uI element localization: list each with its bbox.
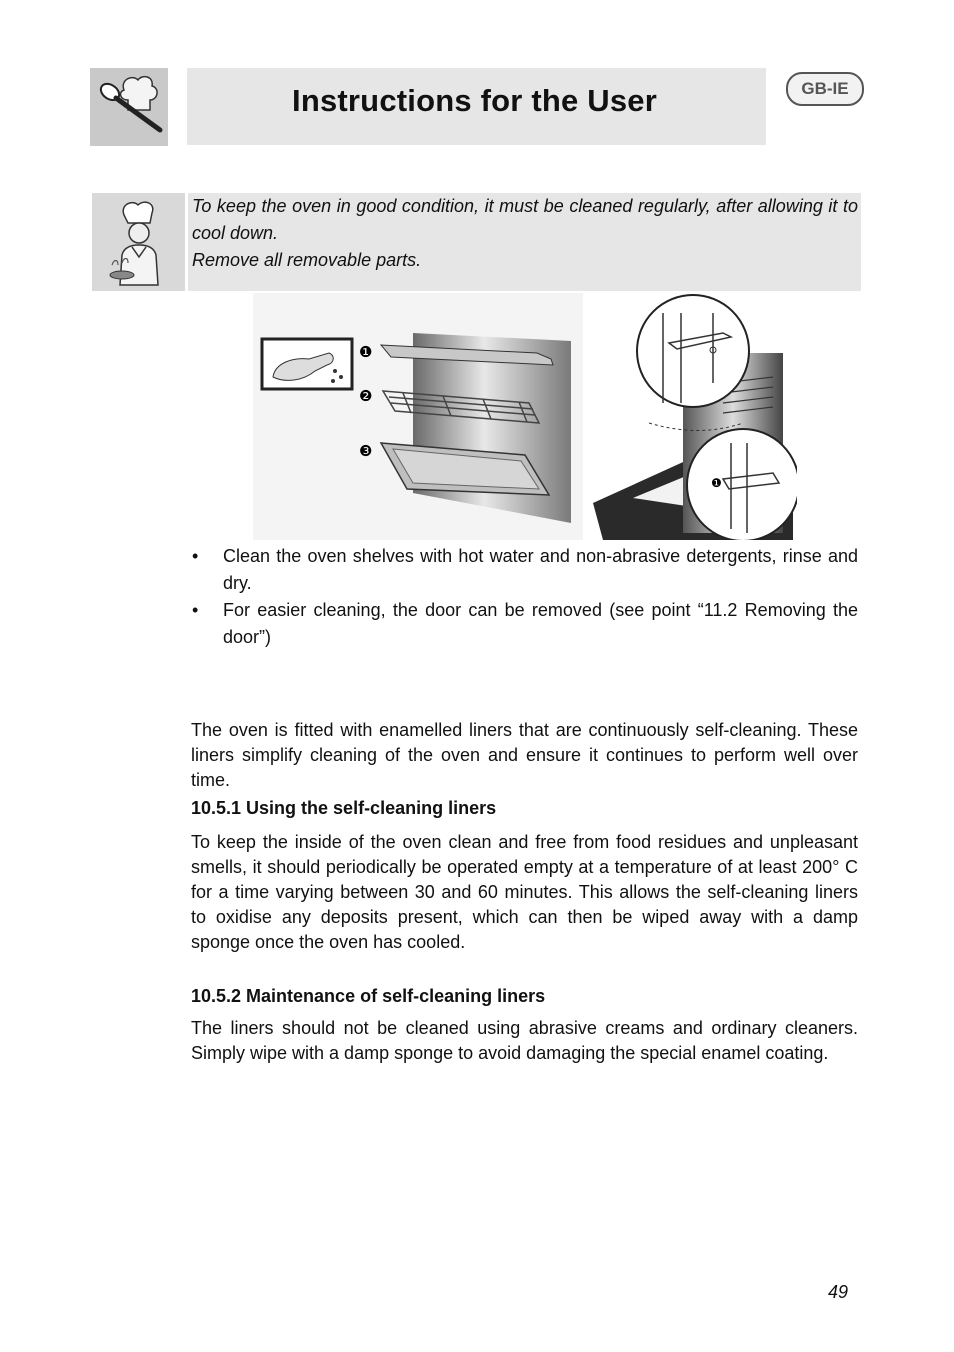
- intro-paragraph: The oven is fitted with enamelled liners that are continuously self-cleaning. These liners simplify cleaning of the oven and ensure it continues to perform well over time.: [191, 720, 858, 790]
- list-item: [190, 597, 858, 651]
- cleaning-steps-list: [190, 543, 858, 651]
- cleaning-note: [188, 193, 861, 291]
- section-heading-10-5-2: 10.5.2 Maintenance of self-cleaning liners: [191, 986, 546, 1006]
- marker-2: ❷: [359, 387, 373, 405]
- marker-3: ❸: [359, 442, 373, 460]
- marker-1: ❶: [359, 343, 373, 361]
- spoon-chef-hat-icon: [90, 68, 168, 146]
- note-line-2: Remove all removable parts.: [192, 250, 422, 270]
- oven-cleaning-illustration: [253, 293, 797, 540]
- section-heading-10-5-1: 10.5.1 Using the self-cleaning liners: [191, 798, 497, 818]
- section-body-10-5-2: The liners should not be cleaned using abrasive creams and ordinary cleaners. Simply wipe with a damp sponge to avoid damaging the special enamel coating.: [191, 1018, 858, 1063]
- note-line-1: To keep the oven in good condition, it must be cleaned regularly, after allowing it to cool down.: [192, 196, 858, 243]
- page-title: Instructions for the User: [292, 83, 657, 118]
- section-body-10-5-1: To keep the inside of the oven clean and free from food residues and unpleasant smells, it should periodically be operated empty at a temperature of at least 200° C for a time varying between 30 and 60 minutes. This allows the self-cleaning liners to oxidise any deposits present, which can then be wiped away with a damp sponge once the oven has cooled.: [191, 832, 858, 952]
- page-number: 49: [828, 1282, 849, 1302]
- bullet: •: [192, 546, 199, 566]
- list-item: [190, 543, 858, 597]
- region-badge: GB-IE: [786, 72, 864, 106]
- bullet: •: [192, 600, 199, 620]
- bullet-text: Clean the oven shelves with hot water and non-abrasive detergents, rinse and dry.: [223, 546, 858, 593]
- chef-icon: [92, 193, 185, 291]
- title-banner: [187, 68, 766, 145]
- detail-marker: ❶: [711, 476, 722, 490]
- bullet-text: For easier cleaning, the door can be removed (see point “11.2 Removing the door”): [223, 600, 858, 647]
